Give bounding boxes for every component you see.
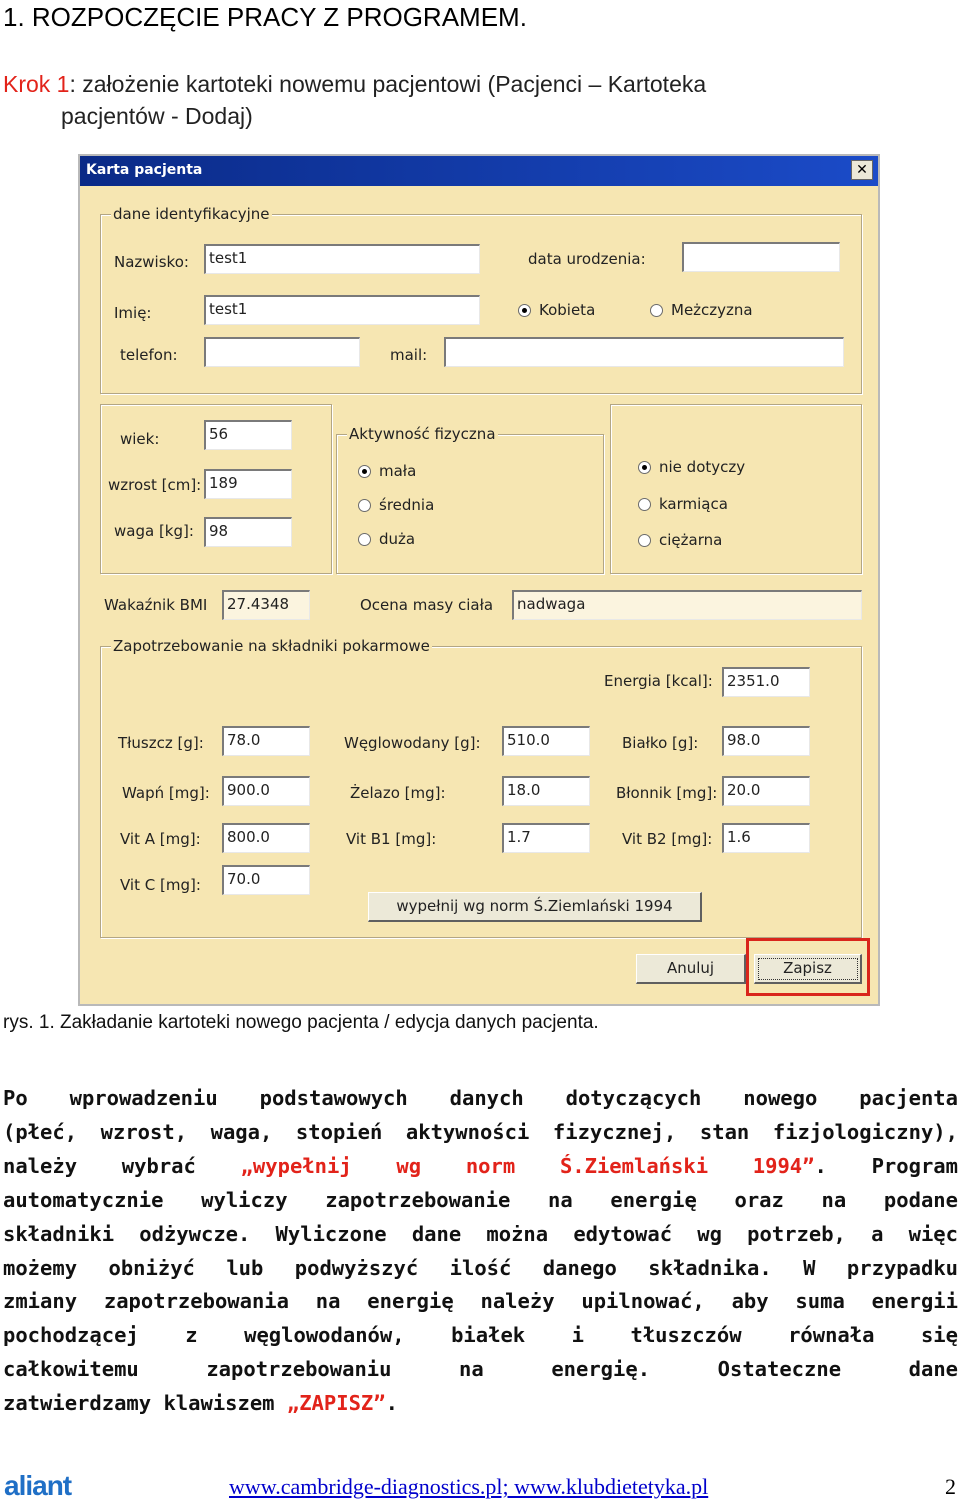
bmi-value-field: 27.4348 <box>222 590 310 620</box>
energia-label: Energia [kcal]: <box>604 672 713 690</box>
radio-status-nie-dotyczy[interactable] <box>638 458 745 476</box>
mail-input[interactable] <box>444 337 844 367</box>
wiek-input[interactable]: 56 <box>204 420 292 450</box>
radio-activity-mala[interactable] <box>358 462 416 480</box>
step-text-line2: pacjentów - Dodaj) <box>61 103 253 129</box>
group-identification-label: dane identyfikacyjne <box>113 205 270 223</box>
step-heading <box>3 68 706 132</box>
radio-status-karmiaca-dot <box>638 498 651 511</box>
page-number: 2 <box>945 1474 956 1499</box>
cancel-button[interactable]: Anuluj <box>636 954 746 984</box>
radio-activity-duza-dot <box>358 533 371 546</box>
para-line-10 <box>3 1387 958 1421</box>
radio-status-ciezarna[interactable] <box>638 531 722 549</box>
vitb1-label: Vit B1 [mg]: <box>346 830 437 848</box>
step-number: Krok 1 <box>3 71 70 97</box>
wzrost-label: wzrost [cm]: <box>108 476 202 494</box>
radio-activity-duza-label: duża <box>379 530 416 548</box>
wiek-label: wiek: <box>120 430 160 448</box>
data-urodzenia-input[interactable] <box>682 242 840 272</box>
data-urodzenia-label: data urodzenia: <box>528 250 646 268</box>
instructions-paragraph <box>3 1082 958 1421</box>
radio-status-ciezarna-dot <box>638 534 651 547</box>
para-line-3-a: należy wybrać <box>3 1153 241 1178</box>
page-heading: 1. ROZPOCZĘCIE PRACY Z PROGRAMEM. <box>3 2 527 32</box>
radio-status-nie-dotyczy-dot <box>638 461 651 474</box>
weglowodany-input[interactable]: 510.0 <box>502 726 590 756</box>
mail-label: mail: <box>390 346 428 364</box>
vitb2-input[interactable]: 1.6 <box>722 823 810 853</box>
vitb1-input[interactable]: 1.7 <box>502 823 590 853</box>
imie-input[interactable]: test1 <box>204 295 480 325</box>
vitc-input[interactable]: 70.0 <box>222 865 310 895</box>
zelazo-input[interactable]: 18.0 <box>502 776 590 806</box>
para-line-2: (płeć, wzrost, waga, stopień aktywności fizycznej, stan fizjologiczny), <box>3 1119 958 1144</box>
radio-status-karmiaca[interactable] <box>638 495 728 513</box>
blonnik-input[interactable]: 20.0 <box>722 776 810 806</box>
save-button[interactable]: Zapisz <box>754 954 862 984</box>
figure-caption: rys. 1. Zakładanie kartoteki nowego pacjenta / edycja danych pacjenta. <box>3 1012 599 1033</box>
ocena-value-field: nadwaga <box>512 590 862 620</box>
vita-label: Vit A [mg]: <box>120 830 201 848</box>
radio-activity-srednia-label: średnia <box>379 496 435 514</box>
radio-status-nie-dotyczy-label: nie dotyczy <box>659 458 746 476</box>
tluszcz-input[interactable]: 78.0 <box>222 726 310 756</box>
bmi-label: Wakaźnik BMI <box>104 596 208 614</box>
radio-kobieta[interactable] <box>518 301 595 319</box>
radio-mezczyzna-label: Meżczyzna <box>671 301 753 319</box>
para-line-10-a: zatwierdzamy klawiszem <box>3 1391 287 1416</box>
waga-label: waga [kg]: <box>114 522 194 540</box>
radio-status-ciezarna-label: ciężarna <box>659 531 723 549</box>
ocena-label: Ocena masy ciała <box>360 596 494 614</box>
bialko-input[interactable]: 98.0 <box>722 726 810 756</box>
radio-activity-srednia-dot <box>358 499 371 512</box>
patient-card-dialog <box>78 154 880 1006</box>
radio-activity-mala-dot <box>358 465 371 478</box>
step-text-line1: : założenie kartoteki nowemu pacjentowi (Pacjenci – Kartoteka <box>69 71 707 97</box>
imie-label: Imię: <box>114 304 152 322</box>
vitc-label: Vit C [mg]: <box>120 876 201 894</box>
para-line-9: całkowitemu zapotrzebowaniu na energię. Ostateczne dane <box>3 1357 958 1382</box>
vitb2-label: Vit B2 [mg]: <box>622 830 713 848</box>
telefon-input[interactable] <box>204 337 360 367</box>
energia-input[interactable]: 2351.0 <box>722 667 810 697</box>
footer-url-link[interactable]: www.cambridge-diagnostics.pl; www.klubdietetyka.pl <box>229 1474 709 1499</box>
para-line-8: pochodzącej z węglowodanów, białek i tłuszczów równała się <box>3 1323 958 1348</box>
wapn-label: Wapń [mg]: <box>122 784 210 802</box>
group-needs-label: Zapotrzebowanie na składniki pokarmowe <box>113 637 430 655</box>
nazwisko-label: Nazwisko: <box>114 253 189 271</box>
para-line-3-b: . Program <box>814 1153 958 1178</box>
blonnik-label: Błonnik [mg]: <box>616 784 718 802</box>
dialog-titlebar <box>80 156 878 186</box>
radio-kobieta-dot <box>518 304 531 317</box>
para-line-6: możemy obniżyć lub podwyższyć ilość danego składnika. W przypadku <box>3 1255 958 1280</box>
para-line-3 <box>3 1150 958 1184</box>
para-line-7: zmiany zapotrzebowania na energię należy upilnować, aby suma energii <box>3 1289 958 1314</box>
vita-input[interactable]: 800.0 <box>222 823 310 853</box>
fill-norms-button[interactable]: wypełnij wg norm Ś.Ziemlański 1994 <box>368 892 702 922</box>
radio-activity-mala-label: mała <box>379 462 417 480</box>
bialko-label: Białko [g]: <box>622 734 699 752</box>
para-line-10-b: . <box>385 1391 398 1416</box>
group-activity-label: Aktywność fizyczna <box>349 425 496 443</box>
para-line-1: Po wprowadzeniu podstawowych danych dotyczących nowego pacjenta <box>3 1086 958 1110</box>
waga-input[interactable]: 98 <box>204 517 292 547</box>
weglowodany-label: Węglowodany [g]: <box>344 734 481 752</box>
radio-kobieta-label: Kobieta <box>539 301 596 319</box>
wzrost-input[interactable]: 189 <box>204 469 292 499</box>
radio-activity-srednia[interactable] <box>358 496 434 514</box>
fill-norms-reference: „wypełnij wg norm Ś.Ziemlański 1994” <box>240 1153 815 1178</box>
para-line-4: automatycznie wyliczy zapotrzebowanie na energię oraz na podane <box>3 1187 958 1212</box>
dialog-title: Karta pacjenta <box>86 162 203 178</box>
aliant-logo: aliant <box>4 1470 72 1501</box>
para-line-5: składniki odżywcze. Wyliczone dane można edytować wg potrzeb, a więc <box>3 1221 958 1246</box>
radio-mezczyzna-dot <box>650 304 663 317</box>
close-icon[interactable]: ✕ <box>851 160 873 180</box>
telefon-label: telefon: <box>120 346 178 364</box>
wapn-input[interactable]: 900.0 <box>222 776 310 806</box>
radio-mezczyzna[interactable] <box>650 301 753 319</box>
radio-activity-duza[interactable] <box>358 530 415 548</box>
tluszcz-label: Tłuszcz [g]: <box>118 734 204 752</box>
zelazo-label: Żelazo [mg]: <box>350 784 446 802</box>
radio-status-karmiaca-label: karmiąca <box>659 495 728 513</box>
save-reference: „ZAPISZ” <box>286 1391 386 1416</box>
nazwisko-input[interactable]: test1 <box>204 244 480 274</box>
